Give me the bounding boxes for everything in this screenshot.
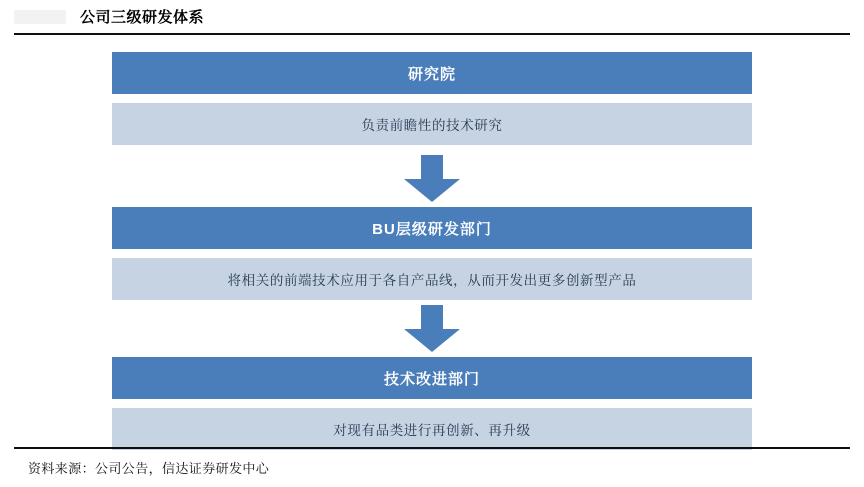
level-3-description: 对现有品类进行再创新、再升级 xyxy=(112,408,752,450)
header-divider xyxy=(14,33,850,35)
level-1-description: 负责前瞻性的技术研究 xyxy=(112,103,752,145)
level-2-spacer xyxy=(112,249,752,258)
level-1-spacer xyxy=(112,94,752,103)
level-3-spacer xyxy=(112,399,752,408)
down-arrow-icon xyxy=(402,305,462,353)
page-title: 公司三级研发体系 xyxy=(80,9,205,26)
down-arrow-icon xyxy=(402,155,462,203)
diagram-level-2 xyxy=(112,207,752,300)
page-header xyxy=(0,0,864,33)
diagram-level-3 xyxy=(112,357,752,450)
level-3-title: 技术改进部门 xyxy=(112,357,752,399)
level-2-description: 将相关的前端技术应用于各自产品线，从而开发出更多创新型产品 xyxy=(112,258,752,300)
three-tier-rd-diagram xyxy=(0,42,864,437)
diagram-level-1 xyxy=(112,52,752,145)
source-note: 资料来源：公司公告，信达证券研发中心 xyxy=(28,461,270,476)
level-2-title: BU层级研发部门 xyxy=(112,207,752,249)
logo-placeholder xyxy=(14,10,66,24)
footer-divider xyxy=(14,447,850,449)
level-1-title: 研究院 xyxy=(112,52,752,94)
